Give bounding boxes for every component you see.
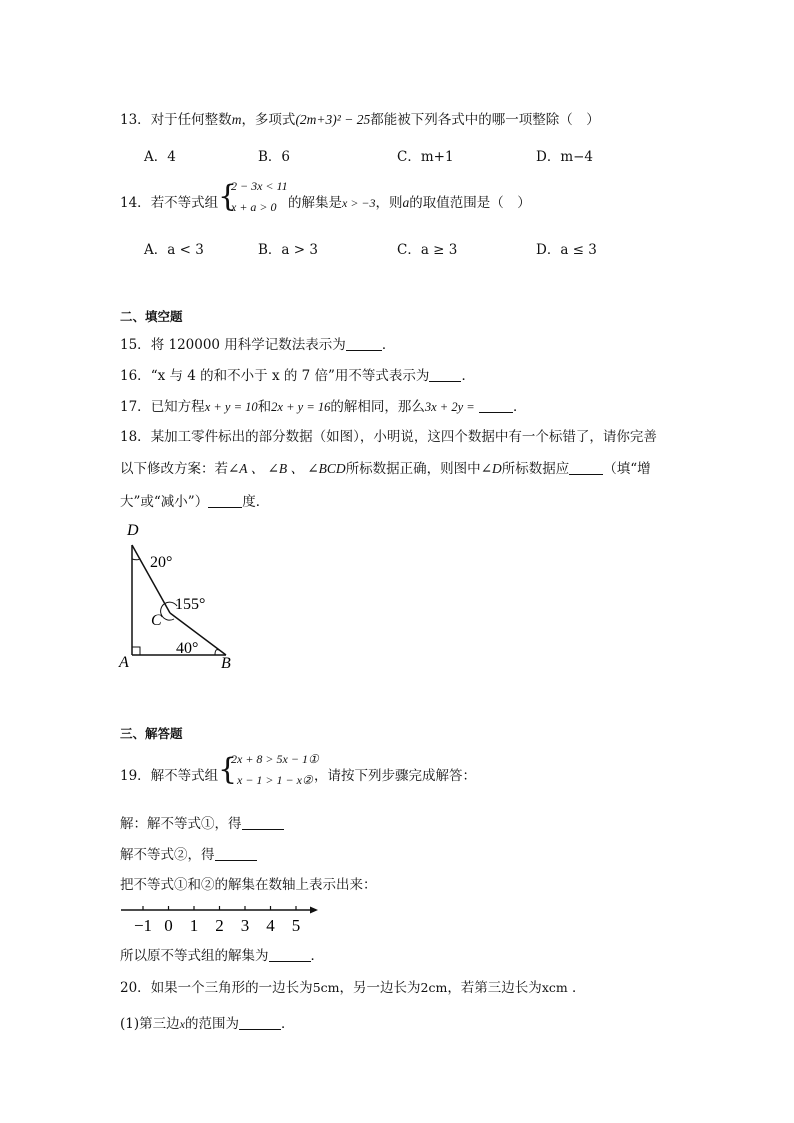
option-a: A．4 [144, 149, 176, 165]
answer-blank[interactable] [242, 815, 284, 830]
answer-blank[interactable] [269, 947, 311, 962]
step-4 [120, 944, 324, 964]
question-17 [120, 395, 527, 415]
question-text: 以下修改方案：若 [120, 461, 228, 477]
brace: { [218, 752, 238, 787]
step-text: 解：解不等式①，得 [120, 816, 242, 832]
question-number: 16． [120, 368, 151, 384]
question-text: （填“增 [603, 461, 651, 477]
angle-b-arc [215, 650, 219, 655]
axis-arrow-icon [310, 907, 318, 914]
question-text: 度． [242, 494, 270, 510]
axis-tick-label: 3 [240, 916, 250, 935]
punct: ． [572, 980, 586, 996]
math-expression: 2cm [420, 980, 448, 995]
question-text: 大”或“减小”） [120, 494, 209, 510]
math-var: m [231, 112, 242, 127]
question-text: 已知方程 [150, 399, 205, 415]
question-20 [120, 976, 586, 996]
axis-tick-label: 2 [215, 916, 224, 935]
math-expression: xcm [541, 980, 568, 995]
label-a: A [119, 654, 129, 671]
question-text: 的取值范围是（ ） [409, 195, 531, 211]
question-number: 15． [120, 337, 151, 353]
question-14 [120, 191, 218, 211]
question-text: 都能被下列各式中的哪一项整除（ ） [370, 112, 600, 128]
answer-blank[interactable] [479, 398, 513, 413]
answer-blank[interactable] [239, 1015, 281, 1030]
brace: { [218, 179, 238, 214]
question-18-line3 [120, 490, 269, 510]
system-eq-2: x + a > 0 [231, 200, 277, 214]
label-angle-c: 155° [175, 596, 206, 613]
question-text: ，若第三边长为 [447, 980, 542, 996]
axis-tick-label: 5 [291, 916, 301, 935]
math-expression: x + y = 10 [204, 400, 258, 414]
question-20-part-1 [120, 1012, 294, 1032]
question-18-line1 [120, 425, 657, 445]
axis-tick-label: −1 [133, 916, 153, 935]
math-expression: x > −3 [342, 196, 376, 210]
question-number: 19． [120, 768, 151, 784]
math-expression: 5cm [312, 980, 340, 995]
label-c: C [151, 612, 162, 629]
question-text: 的范围为 [184, 1016, 239, 1032]
math-expression: ∠A 、 ∠B 、 ∠BCD [228, 461, 346, 476]
system-eq-1: 2 − 3x < 11 [231, 179, 288, 193]
question-text: 若不等式组 [150, 195, 219, 211]
label-b: B [221, 655, 231, 672]
punct: ． [280, 1016, 295, 1032]
math-expression: 2x + y = 16 [271, 400, 331, 414]
math-expression: (2m+3)² − 25 [295, 112, 371, 127]
option-b: B．a > 3 [258, 242, 318, 258]
answer-blank[interactable] [215, 846, 257, 861]
label-angle-d: 20° [150, 554, 173, 571]
question-text: 所标数据应 [501, 461, 570, 477]
answer-blank[interactable] [208, 493, 242, 508]
punct: ． [310, 948, 324, 964]
question-text: 的解集是 [288, 195, 342, 211]
step-1 [120, 812, 284, 832]
punct: ． [513, 399, 527, 415]
question-text: ，多项式 [241, 112, 296, 128]
question-19 [120, 764, 218, 784]
question-text: 对于任何整数 [150, 112, 232, 128]
step-2 [120, 843, 257, 863]
question-text: (1)第三边 [120, 1016, 180, 1032]
option-c: C．m+1 [397, 149, 454, 165]
option-a: A．a < 3 [144, 242, 204, 258]
answer-blank[interactable] [346, 336, 382, 351]
label-angle-b: 40° [176, 640, 199, 657]
math-expression: 3x + 2y = [424, 400, 475, 414]
number-line [118, 898, 328, 938]
step-text: 解不等式②，得 [120, 847, 215, 863]
question-number: 18． [120, 429, 151, 445]
question-text: 所标数据正确，则图中 [345, 461, 481, 477]
question-text: 的解相同，那么 [330, 399, 425, 415]
option-b: B．6 [258, 149, 291, 165]
question-text: 如果一个三角形的一边长为 [150, 980, 313, 996]
section-heading: 三、解答题 [120, 726, 183, 741]
axis-tick-label: 4 [266, 916, 275, 935]
question-text: 解不等式组 [150, 768, 219, 784]
label-d: D [127, 522, 139, 539]
question-14-cont [288, 191, 531, 211]
question-text: ，请按下列步骤完成解答： [314, 768, 476, 784]
question-text: 将 120000 用科学记数法表示为 [150, 337, 346, 353]
system-eq-2: x − 1 > 1 − x② [237, 773, 313, 787]
option-d: D．a ≤ 3 [536, 242, 597, 258]
question-number: 13． [120, 112, 151, 128]
punct: ． [381, 337, 396, 353]
question-number: 20． [120, 980, 151, 996]
math-var: a [402, 195, 410, 210]
question-13 [120, 108, 600, 128]
answer-blank[interactable] [429, 367, 461, 382]
triangle-figure [110, 515, 250, 675]
step-text: 所以原不等式组的解集为 [120, 948, 269, 964]
math-var: x [179, 1017, 185, 1031]
section-heading: 二、填空题 [120, 309, 183, 324]
question-text: ，则 [375, 195, 403, 211]
question-16 [120, 364, 475, 384]
answer-blank[interactable] [569, 460, 603, 475]
question-text: 和 [257, 399, 272, 415]
punct: ． [461, 368, 475, 384]
step-3: 把不等式①和②的解集在数轴上表示出来： [120, 877, 377, 893]
question-18-line2 [120, 457, 651, 477]
option-d: D．m−4 [536, 149, 594, 165]
question-number: 14． [120, 195, 151, 211]
axis-tick-label: 0 [164, 916, 173, 935]
math-expression: ∠D [480, 461, 502, 476]
question-number: 17． [120, 399, 151, 415]
system-eq-1: 2x + 8 > 5x − 1① [231, 752, 319, 766]
option-c: C．a ≥ 3 [397, 242, 458, 258]
question-text: “x 与 4 的和不小于 x 的 7 倍”用不等式表示为 [150, 368, 430, 384]
question-text: ，另一边长为 [339, 980, 421, 996]
question-15 [120, 333, 395, 353]
axis-tick-label: 1 [189, 916, 199, 935]
question-text: 某加工零件标出的部分数据（如图），小明说，这四个数据中有一个标错了，请你完善 [150, 429, 657, 445]
right-angle-mark [132, 647, 140, 655]
